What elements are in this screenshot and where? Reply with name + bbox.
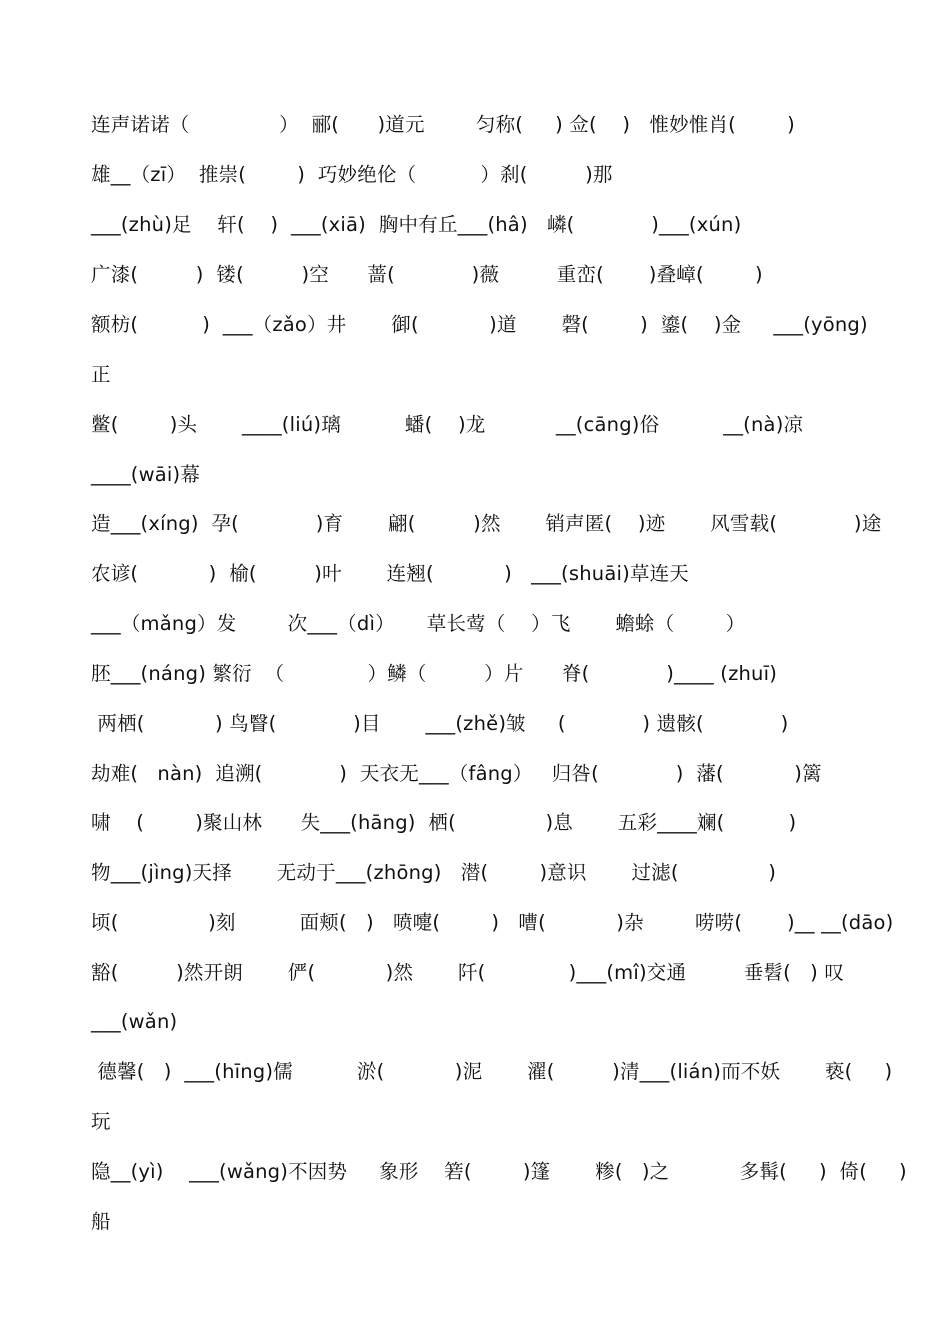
worksheet-line: 广漆( ) 镂( )空 蔷( )薇 重峦( )叠嶂( ) bbox=[91, 263, 763, 286]
worksheet-line: 造___(xíng) 孕( )育 翩( )然 销声匿( )迹 风雪载( )途 bbox=[91, 512, 882, 535]
worksheet-line: 物___(jìng)天择 无动于___(zhōng) 潜( )意识 过滤( ) bbox=[91, 861, 777, 884]
worksheet-line: 隐__(yì) ___(wǎng)不因势 象形 箬( )篷 糁( )之 多髯( ) 倚( ) bbox=[91, 1160, 907, 1183]
worksheet-line: ____(wāi)幕 bbox=[91, 463, 201, 486]
worksheet-line: 农谚( ) 榆( )叶 连翘( ) ___(shuāi)草连天 bbox=[91, 562, 689, 585]
worksheet-line: 鳖( )头 ____(liú)璃 蟠( )龙 __(cāng)俗 __(nà)凉 bbox=[91, 413, 804, 436]
worksheet-line: 劫难( nàn) 追溯( ) 天衣无___（fâng） 归咎( ) 藩( )篱 bbox=[91, 762, 822, 785]
worksheet-line: 雄__（zī） 推崇( ) 巧妙绝伦（ ）刹( )那 bbox=[91, 163, 613, 186]
worksheet-line: 顷( )刻 面颊( ) 喷嚏( ) 嘈( )杂 唠唠( )__ __(dāo) bbox=[91, 911, 894, 934]
worksheet-line: 两栖( ) 鸟瞖( )目 ___(zhě)皱 ( ) 遗骸( ) bbox=[91, 712, 789, 735]
worksheet-line: 德馨( ) ___(hīng)儒 淤( )泥 濯( )清___(lián)而不妖 亵( ) bbox=[91, 1060, 893, 1083]
worksheet-line: 连声诺诺（ ） 郦( )道元 匀称( ) 佥( ) 惟妙惟肖( ) bbox=[91, 113, 795, 136]
worksheet-line: 正 bbox=[91, 363, 111, 386]
worksheet-line: ___(zhù)足 轩( ) ___(xiā) 胸中有丘___(hâ) 嶙( )___(xún) bbox=[91, 213, 742, 236]
worksheet-line: 船 bbox=[91, 1210, 111, 1233]
worksheet-line: 额枋( ) ___（zǎo）井 御( )道 磬( ) 鎏( )金 ___(yōng) bbox=[91, 313, 868, 336]
worksheet-line: 啸 ( )聚山林 失___(hāng) 栖( )息 五彩____斓( ) bbox=[91, 811, 797, 834]
worksheet-line: ___(wǎn) bbox=[91, 1010, 178, 1033]
worksheet-line: ___（mǎng）发 次___（dì） 草长莺（ ）飞 蟾蜍（ ） bbox=[91, 612, 746, 635]
worksheet-line: 胚___(náng) 繁衍 （ ）鳞（ ）片 脊( )____ (zhuī) bbox=[91, 662, 778, 685]
worksheet-line: 玩 bbox=[91, 1110, 111, 1133]
worksheet-line: 豁( )然开朗 俨( )然 阡( )___(mî)交通 垂髫( ) 叹 bbox=[91, 961, 845, 984]
